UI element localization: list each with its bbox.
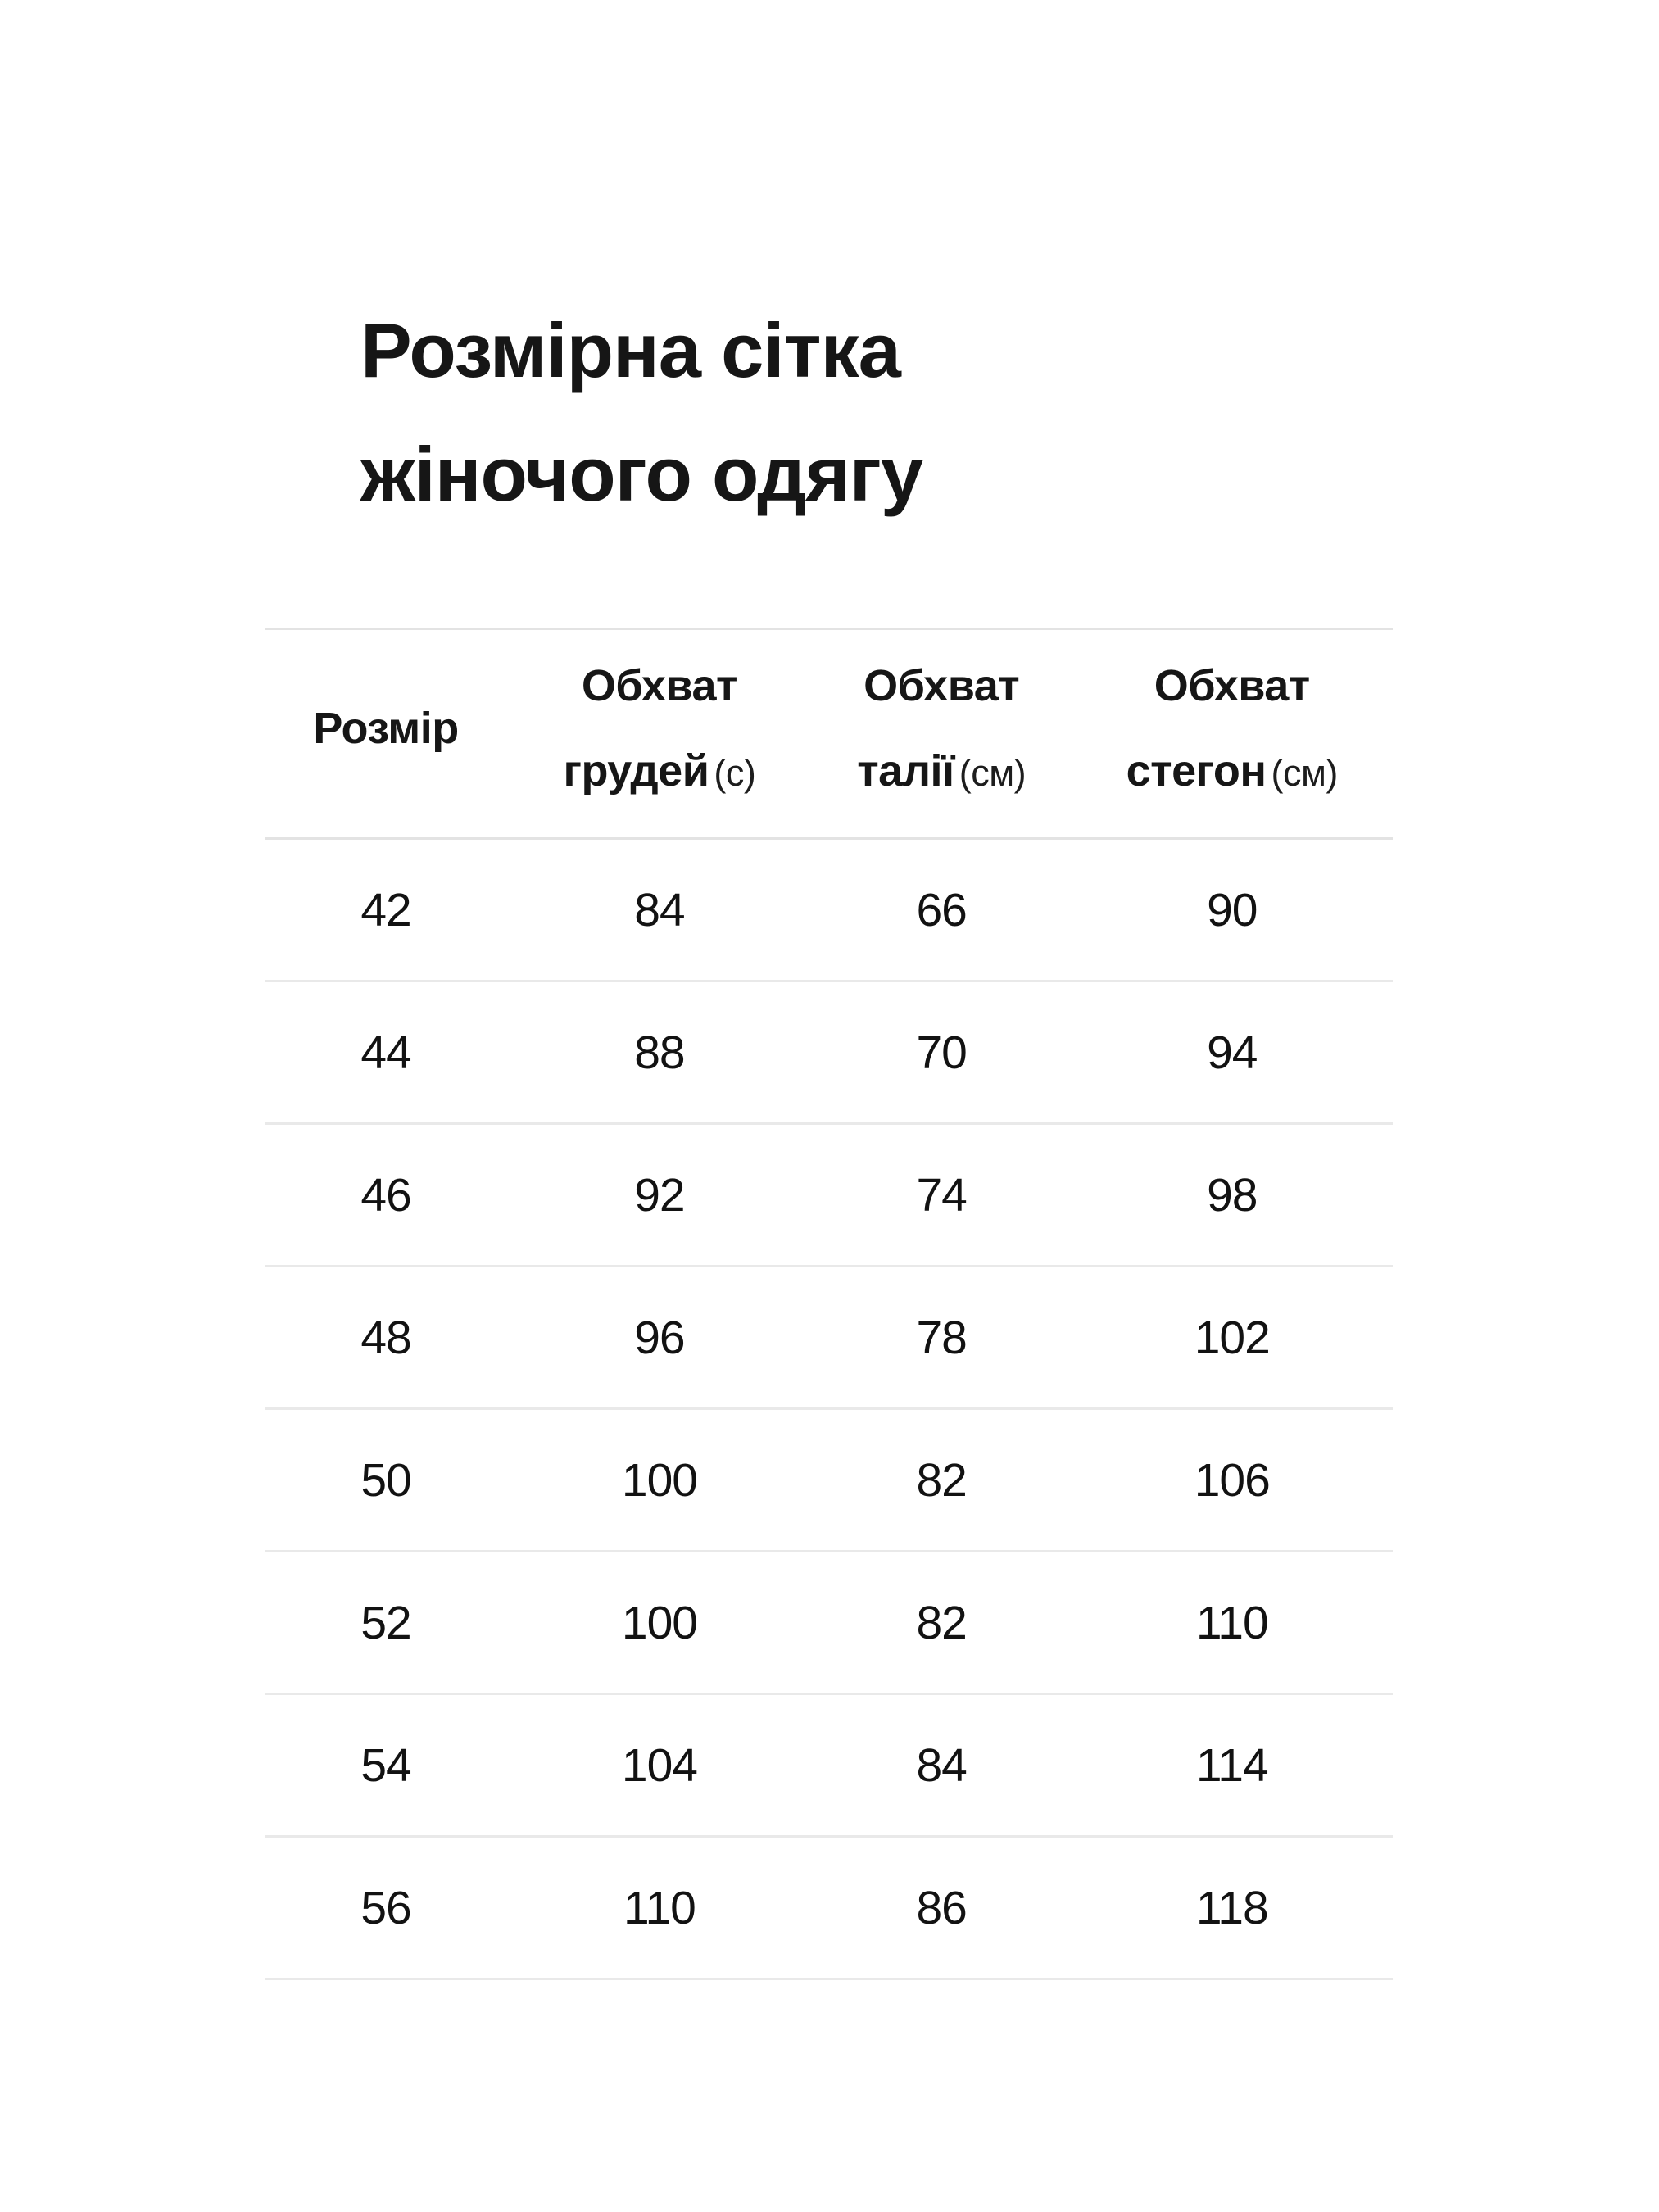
table-cell-chest: 92 <box>634 1168 685 1222</box>
table-cell-waist: 82 <box>916 1453 967 1507</box>
table-cell-chest: 88 <box>634 1026 685 1079</box>
col-header-chest-word1: Обхват <box>581 660 737 710</box>
table-cell-size: 42 <box>360 883 411 936</box>
table-cell-hips: 102 <box>1194 1311 1270 1364</box>
table-cell-size: 54 <box>360 1738 411 1792</box>
table-cell-chest: 100 <box>621 1453 697 1507</box>
table-cell-waist: 66 <box>916 883 967 936</box>
table-cell-waist: 82 <box>916 1596 967 1649</box>
table-row <box>265 1694 1393 1837</box>
table-cell-hips: 94 <box>1207 1026 1258 1079</box>
col-header-hips-word1: Обхват <box>1154 660 1310 710</box>
table-cell-size: 46 <box>360 1168 411 1222</box>
table-cell-hips: 90 <box>1207 883 1258 936</box>
table-cell-waist: 74 <box>916 1168 967 1222</box>
table-cell-chest: 100 <box>621 1596 697 1649</box>
table-cell-hips: 106 <box>1194 1453 1270 1507</box>
table-cell-waist: 78 <box>916 1311 967 1364</box>
table-cell-chest: 104 <box>621 1738 697 1792</box>
table-cell-hips: 98 <box>1207 1168 1258 1222</box>
col-header-waist-word2: талії <box>857 746 954 796</box>
table-cell-size: 52 <box>360 1596 411 1649</box>
col-header-hips <box>1072 629 1393 839</box>
col-header-hips-word2: стегон <box>1126 746 1267 796</box>
table-cell-size: 56 <box>360 1881 411 1934</box>
table-cell-hips: 118 <box>1195 1881 1268 1934</box>
size-table-container <box>265 628 1393 1980</box>
table-cell-waist: 86 <box>916 1881 967 1934</box>
page-title-line-1: Розмірна сітка <box>360 307 900 393</box>
table-cell-hips: 114 <box>1195 1738 1268 1792</box>
col-header-chest-unit: (с) <box>714 751 756 794</box>
table-row <box>265 839 1393 981</box>
table-row <box>265 1267 1393 1409</box>
size-table <box>265 628 1393 1980</box>
col-header-chest-word2: грудей <box>563 746 709 796</box>
table-cell-chest: 96 <box>634 1311 685 1364</box>
col-header-hips-unit: (см) <box>1271 751 1338 794</box>
table-row <box>265 1552 1393 1694</box>
table-cell-waist: 70 <box>916 1026 967 1079</box>
table-cell-waist: 84 <box>916 1738 967 1792</box>
table-header-row <box>265 629 1393 839</box>
table-row <box>265 1124 1393 1267</box>
table-cell-size: 50 <box>360 1453 411 1507</box>
col-header-waist <box>812 629 1072 839</box>
table-cell-size: 44 <box>360 1026 411 1079</box>
col-header-size-label: Розмір <box>313 703 459 753</box>
table-cell-chest: 110 <box>623 1881 696 1934</box>
table-cell-chest: 84 <box>634 883 685 936</box>
table-row <box>265 1837 1393 1979</box>
col-header-waist-word1: Обхват <box>863 660 1020 710</box>
col-header-waist-unit: (см) <box>959 751 1027 794</box>
page-title <box>360 288 922 536</box>
table-row <box>265 1409 1393 1552</box>
table-cell-hips: 110 <box>1195 1596 1268 1649</box>
col-header-size <box>265 629 507 839</box>
page-title-line-2: жіночого одягу <box>360 431 923 517</box>
table-cell-size: 48 <box>360 1311 411 1364</box>
table-row <box>265 981 1393 1124</box>
col-header-chest <box>507 629 812 839</box>
